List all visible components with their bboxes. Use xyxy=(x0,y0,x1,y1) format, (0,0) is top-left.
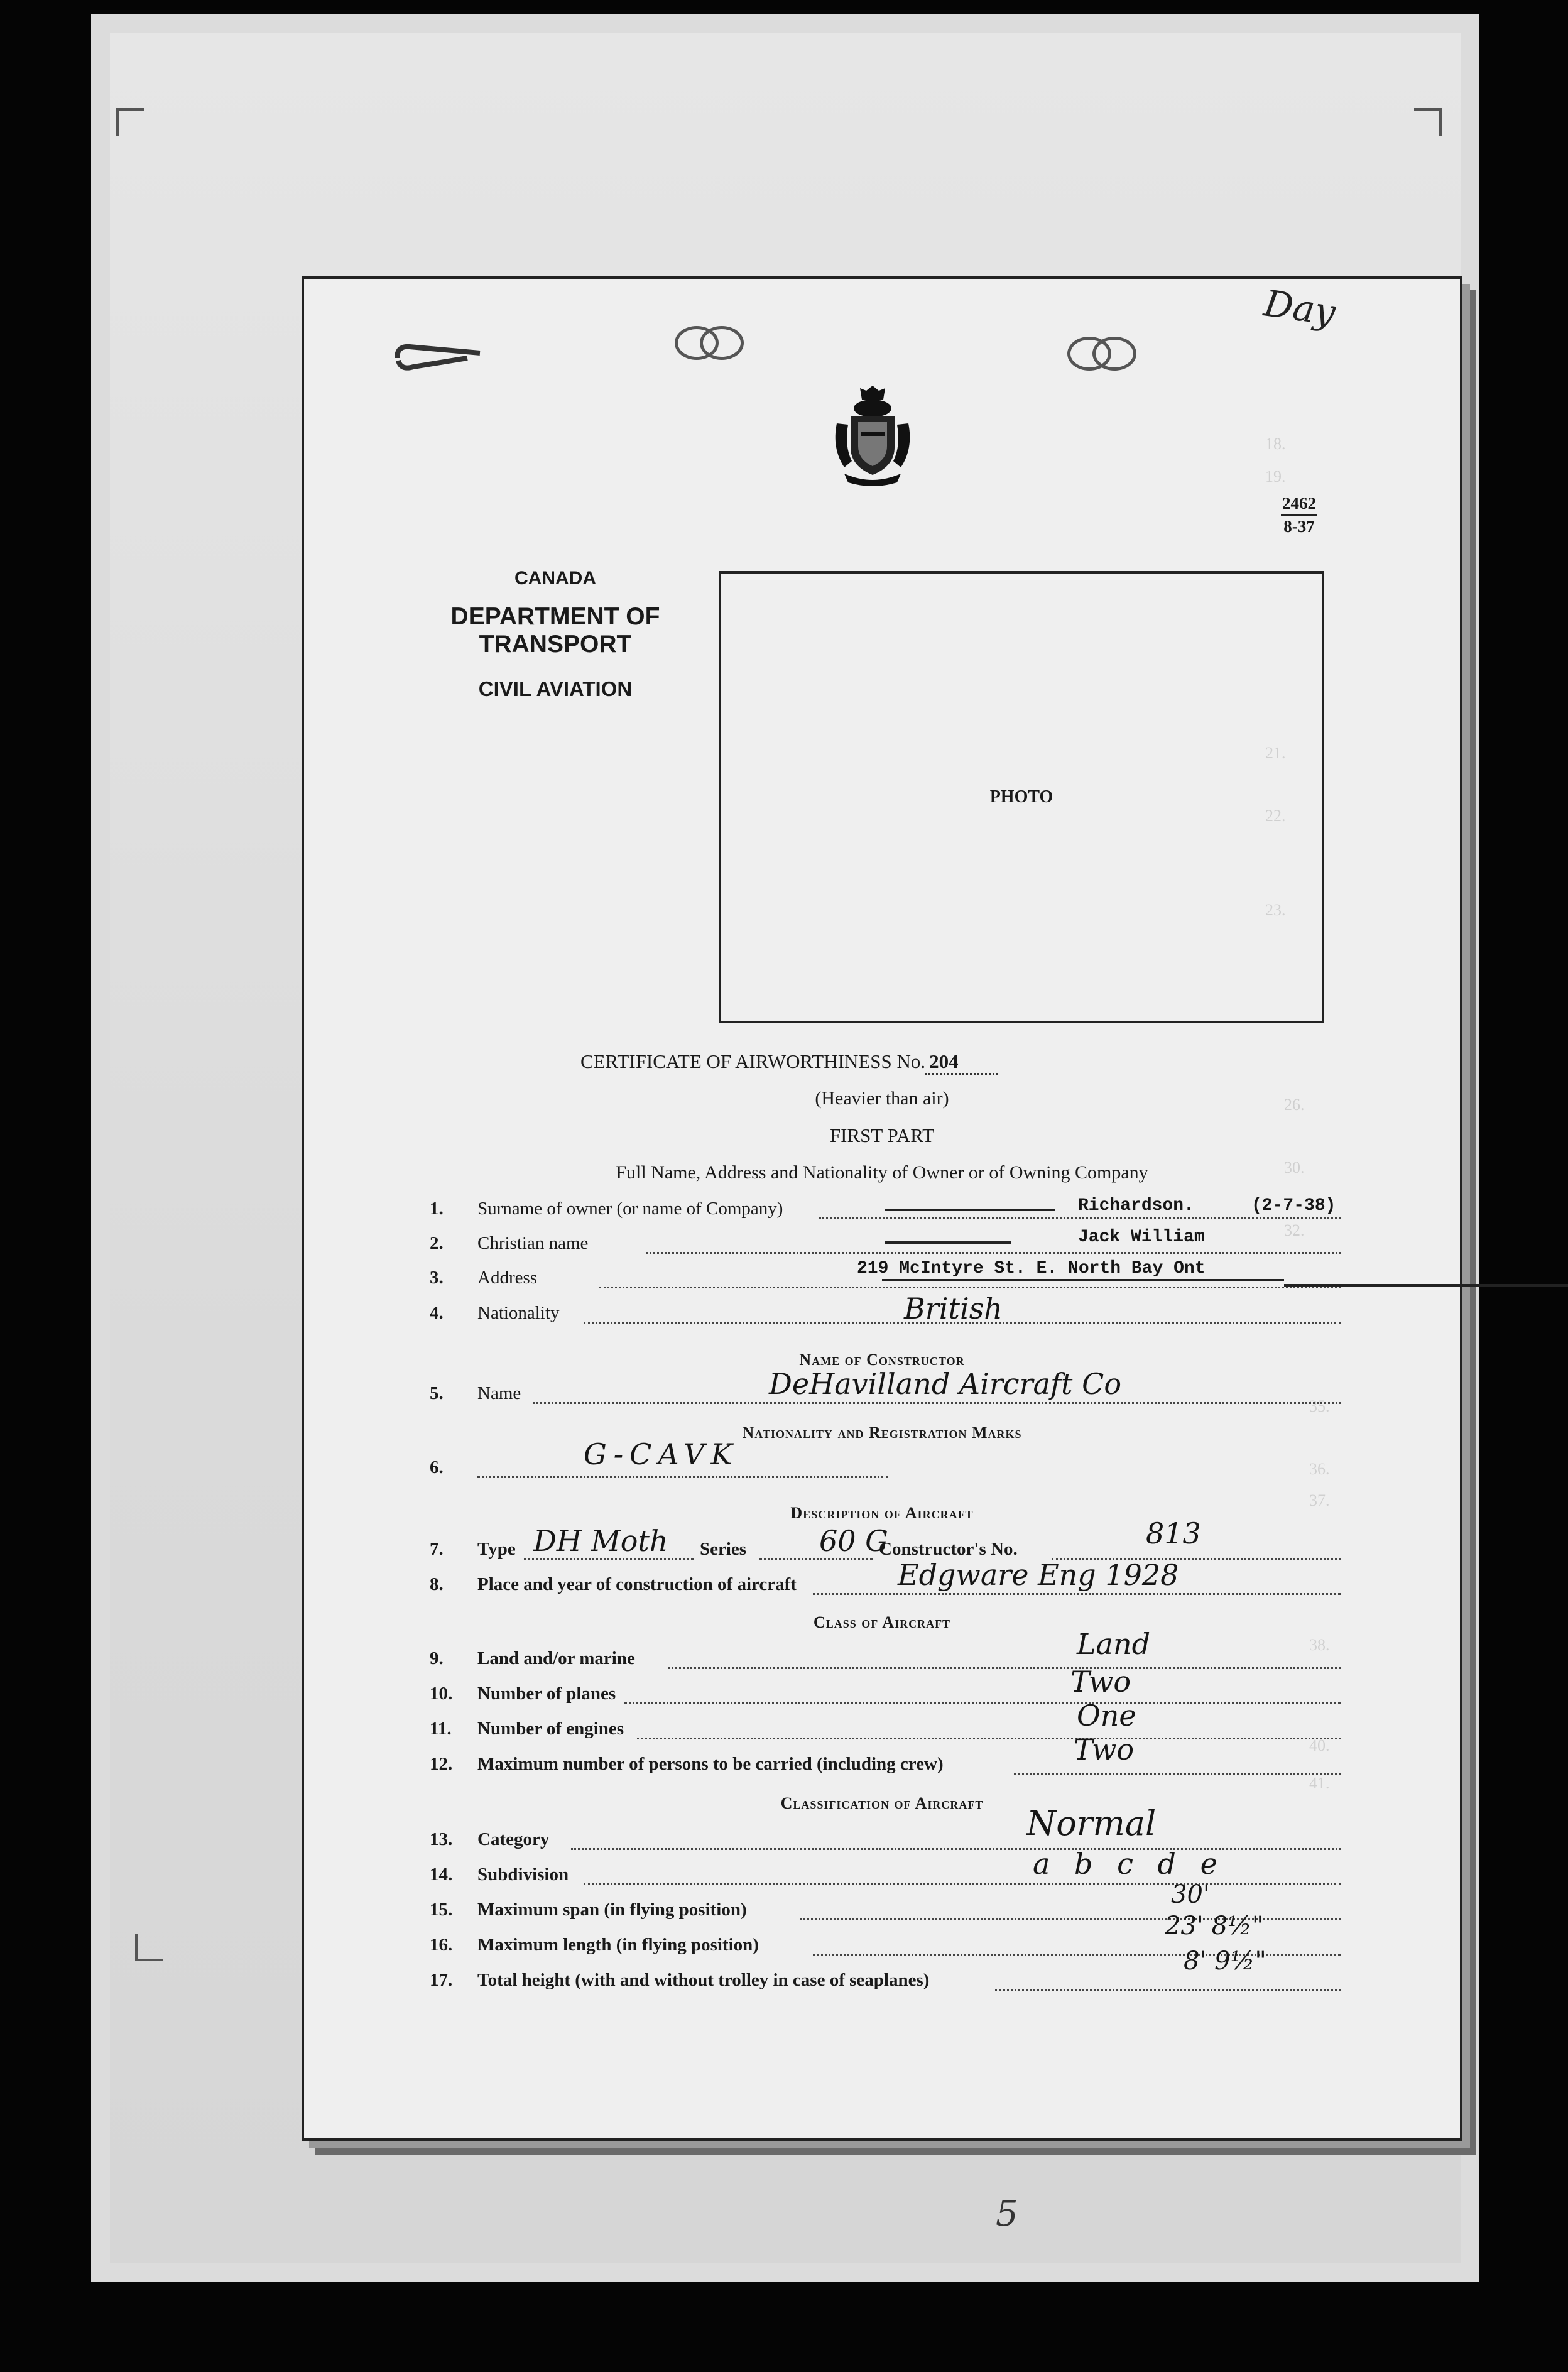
handwritten-corner-note: Day xyxy=(1261,281,1339,334)
paper-clip-icon xyxy=(392,342,486,374)
field-label: Christian name xyxy=(477,1233,589,1253)
persons-value: Two xyxy=(1074,1733,1135,1766)
field-number: 16. xyxy=(430,1935,453,1955)
registration-value: G-CAVK xyxy=(584,1437,739,1471)
dotted-line xyxy=(1014,1773,1341,1775)
field-number: 2. xyxy=(430,1233,444,1253)
field-row-nationality xyxy=(430,1303,1341,1329)
certificate-sheet: 18. 19. 21. 22. 23. 26. 30. 32. 35. 36. 37. 38. 40. 41. Day 2462 8-37 CANADA DEPARTMENT OF TRANSPORT CIVIL AVIATION PHOTO CERTIFICATE OF AIRWORTHINESS No. 204 (Heavier than air) FIRST PART Full Name, Address and Nationality of Owner or of Owning Company 1. Surname of owner (or name of Company) Richardson. (2-7-38) 2. Christian name Jack William 3. Address 219 McIntyre St. E. North Bay Ont 4. Nationality British Name of Constructor 5. Name DeHavilland Aircraft Co Nationality and Registration Marks 6. G-CAVK Description of Aircraft 7. Type Series Constructor's No. DH Moth 60 G 813 8. Place and year of construction of aircraft Edgware Eng 1928 Class of Aircraft 9. Land and/or marine Land 10. Number of planes Two 11. Number of engines One 12. Maximum number of persons to be carried (including crew) Two Classification of Aircraft 13. Category Normal 14. Subdivision a b c d e 15. Maximum span (in flying position) 30' 16. Maximum length (in flying position) 23' 8½" 17. Total height (with and without trolley in case of seaplanes) 8' 9½" xyxy=(302,276,1462,2141)
field-label: Category xyxy=(477,1829,550,1849)
subdivision-value: a b c d e xyxy=(1033,1847,1225,1881)
punch-hole-icon xyxy=(700,326,744,360)
dotted-line xyxy=(524,1558,694,1560)
planes-value: Two xyxy=(1070,1665,1131,1699)
field-number: 9. xyxy=(430,1648,444,1668)
dotted-line xyxy=(646,1252,1341,1254)
classification-heading: Classification of Aircraft xyxy=(780,1794,984,1812)
field-label: Land and/or marine xyxy=(477,1648,635,1668)
certificate-title-line xyxy=(580,1050,998,1075)
field-label: Total height (with and without trolley in case of seaplanes) xyxy=(477,1970,930,1990)
field-row-planes xyxy=(430,1684,1341,1710)
dotted-line xyxy=(477,1476,888,1478)
photo-box xyxy=(719,571,1324,1023)
photo-label: PHOTO xyxy=(989,787,1054,807)
series-value: 60 G xyxy=(819,1524,888,1558)
department-label: DEPARTMENT OF TRANSPORT xyxy=(450,603,660,658)
field-row-registration xyxy=(430,1457,1341,1484)
length-value: 23' 8½" xyxy=(1165,1912,1264,1940)
address-value: 219 McIntyre St. E. North Bay Ont xyxy=(857,1259,1206,1278)
field-label: Place and year of construction of aircraft xyxy=(477,1574,797,1594)
strikethrough-mark xyxy=(882,1279,1284,1281)
field-number: 14. xyxy=(430,1864,453,1885)
film-mark-bottom: 5 xyxy=(996,2194,1018,2234)
land-marine-value: Land xyxy=(1077,1627,1151,1661)
field-number: 11. xyxy=(430,1719,452,1739)
document-number xyxy=(1281,492,1317,537)
field-number: 10. xyxy=(430,1684,453,1704)
field-number: 13. xyxy=(430,1829,453,1849)
dotted-line xyxy=(533,1402,1341,1404)
height-value: 8' 9½" xyxy=(1184,1947,1266,1976)
class-heading: Class of Aircraft xyxy=(813,1613,951,1631)
field-label: Maximum length (in flying position) xyxy=(477,1935,759,1955)
description-heading: Description of Aircraft xyxy=(790,1504,974,1522)
field-number: 3. xyxy=(430,1268,444,1288)
strikethrough-mark xyxy=(885,1209,1055,1211)
dotted-line xyxy=(995,1989,1341,1991)
field-row-place-year xyxy=(430,1574,1341,1601)
dotted-line xyxy=(624,1702,1341,1704)
nationality-value: British xyxy=(904,1292,1003,1325)
division-label: CIVIL AVIATION xyxy=(478,677,633,700)
punch-hole-icon xyxy=(1092,337,1136,371)
coat-of-arms-icon xyxy=(832,386,913,486)
dotted-line xyxy=(760,1558,873,1560)
country-label: CANADA xyxy=(514,568,596,589)
span-value: 30' xyxy=(1171,1880,1210,1909)
category-value: Normal xyxy=(1026,1803,1157,1843)
document-number-top: 2462 xyxy=(1281,492,1317,516)
surname-date-note: (2-7-38) xyxy=(1251,1196,1336,1216)
dotted-line xyxy=(637,1738,1341,1739)
field-number: 4. xyxy=(430,1303,444,1323)
field-number: 8. xyxy=(430,1574,444,1594)
field-label: Type xyxy=(477,1539,516,1559)
constructor-no-label: Constructor's No. xyxy=(879,1539,1018,1559)
field-number: 12. xyxy=(430,1754,453,1774)
dotted-line xyxy=(668,1667,1341,1669)
dotted-line xyxy=(599,1287,1341,1288)
certificate-number: 204 xyxy=(925,1050,998,1075)
constructor-name-value: DeHavilland Aircraft Co xyxy=(769,1367,1122,1401)
dotted-line xyxy=(584,1883,1341,1885)
constructor-no-value: 813 xyxy=(1146,1516,1201,1550)
series-label: Series xyxy=(700,1539,747,1559)
crop-mark-top-right xyxy=(1414,108,1442,136)
field-number: 1. xyxy=(430,1199,444,1219)
crop-mark-top-left xyxy=(116,108,144,136)
field-label: Maximum span (in flying position) xyxy=(477,1900,747,1920)
field-label: Nationality xyxy=(477,1303,560,1323)
field-label: Name xyxy=(477,1383,521,1403)
christian-name-value: Jack William xyxy=(1078,1227,1205,1247)
field-label: Surname of owner (or name of Company) xyxy=(477,1199,783,1219)
strikethrough-mark xyxy=(885,1241,1011,1244)
owner-section-heading: Full Name, Address and Nationality of Owner or of Owning Company xyxy=(616,1162,1148,1183)
place-year-value: Edgware Eng 1928 xyxy=(898,1558,1179,1592)
surname-value: Richardson. xyxy=(1078,1196,1194,1216)
field-label: Subdivision xyxy=(477,1864,569,1885)
certificate-subtitle: (Heavier than air) xyxy=(815,1088,949,1109)
dotted-line xyxy=(813,1593,1341,1595)
dotted-line xyxy=(571,1848,1341,1850)
field-label: Maximum number of persons to be carried (including crew) xyxy=(477,1754,944,1774)
certificate-title: CERTIFICATE OF AIRWORTHINESS No. xyxy=(580,1050,926,1072)
field-row-engines xyxy=(430,1719,1341,1745)
field-number: 15. xyxy=(430,1900,453,1920)
field-label: Number of engines xyxy=(477,1719,624,1739)
certificate-part: FIRST PART xyxy=(829,1124,935,1146)
strikethrough-mark xyxy=(1284,1284,1568,1287)
field-label: Address xyxy=(477,1268,538,1288)
field-row-surname xyxy=(430,1199,1341,1225)
engines-value: One xyxy=(1077,1699,1136,1733)
registration-heading: Nationality and Registration Marks xyxy=(742,1423,1022,1442)
field-row-land-marine xyxy=(430,1648,1341,1675)
field-row-persons xyxy=(430,1754,1341,1780)
department-header xyxy=(423,568,687,701)
field-number: 6. xyxy=(430,1457,444,1477)
dotted-line xyxy=(819,1217,1341,1219)
crop-mark-bottom-left xyxy=(135,1934,163,1961)
field-number: 17. xyxy=(430,1970,453,1990)
document-number-bottom: 8-37 xyxy=(1283,517,1315,536)
constructor-heading: Name of Constructor xyxy=(799,1351,965,1369)
field-number: 5. xyxy=(430,1383,444,1403)
field-label: Number of planes xyxy=(477,1684,616,1704)
type-value: DH Moth xyxy=(533,1524,668,1558)
field-number: 7. xyxy=(430,1539,444,1559)
